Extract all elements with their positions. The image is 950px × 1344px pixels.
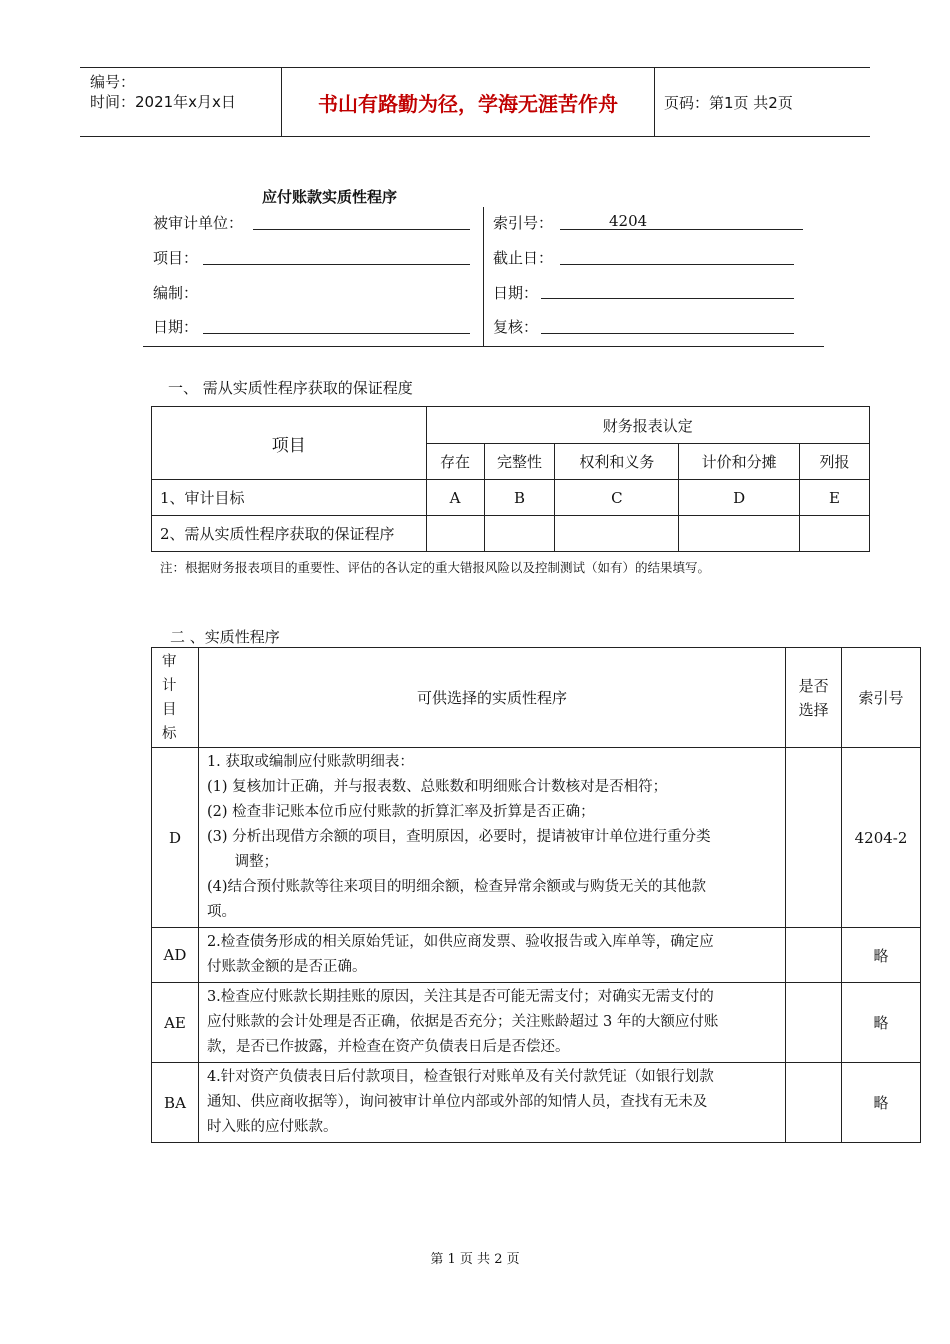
row-objective: BA	[152, 1063, 199, 1143]
row-selected-cell[interactable]	[786, 928, 842, 983]
row-selected-cell[interactable]	[786, 983, 842, 1063]
index-line	[560, 229, 803, 230]
col-group-header: 财务报表认定	[426, 407, 869, 444]
col-procedure-header: 可供选择的实质性程序	[198, 648, 785, 748]
time-label: 时间：2021年x月x日	[90, 93, 236, 111]
row-procedure: 2.检查债务形成的相关原始凭证，如供应商发票、验收报告或入库单等，确定应 付账款金额的是否正确。	[198, 928, 785, 983]
row-index: 略	[842, 983, 921, 1063]
row-objective: AD	[152, 928, 199, 983]
assurance-cell[interactable]	[679, 516, 800, 552]
row-procedure: 3.检查应付账款长期挂账的原因，关注其是否可能无需支付；对确实无需支付的 应付账款的会计处理是否正确，依据是否充分；关注账龄超过 3 年的大额应付账 款，是否已作披露，并检查在资产负债表日后是否偿还。	[198, 983, 785, 1063]
row-objective: D	[152, 748, 199, 928]
assurance-cell[interactable]	[484, 516, 555, 552]
project-line	[203, 264, 470, 265]
assertion-presentation: 列报	[800, 444, 870, 480]
procedure-table	[151, 647, 921, 1143]
row-selected-cell[interactable]	[786, 748, 842, 928]
col-index-header: 索引号	[842, 648, 921, 748]
header-meta	[80, 68, 282, 136]
col-item-header: 项目	[152, 407, 427, 480]
row-procedure: 4.针对资产负债表日后付款项目，检查银行对账单及有关付款凭证（如银行划款 通知、供应商收据等），询问被审计单位内部或外部的知情人员，查找有无未及 时入账的应付账款。	[198, 1063, 785, 1143]
row-assurance-procedure: 2、需从实质性程序获取的保证程序	[152, 516, 427, 552]
preparer-label: 编制：	[153, 284, 199, 302]
assertion-completeness: 完整性	[484, 444, 555, 480]
auditee-line	[253, 229, 470, 230]
info-divider	[483, 207, 484, 346]
assertion-valuation: 计价和分摊	[679, 444, 800, 480]
row-objective: AE	[152, 983, 199, 1063]
date-label-right: 日期：	[493, 284, 539, 302]
date-line-left	[203, 333, 470, 334]
cutoff-line	[560, 264, 794, 265]
objective-d: D	[679, 480, 800, 516]
page-footer: 第 1 页 共 2 页	[430, 1252, 520, 1267]
assurance-table	[151, 406, 870, 552]
objective-c: C	[555, 480, 679, 516]
table-row	[152, 748, 921, 928]
section1-heading: 一、 需从实质性程序获取的保证程度	[168, 379, 413, 397]
header-slogan: 书山有路勤为径，学海无涯苦作舟	[282, 68, 655, 136]
assurance-cell[interactable]	[426, 516, 484, 552]
project-label: 项目：	[153, 249, 199, 267]
assurance-cell[interactable]	[555, 516, 679, 552]
date-line-right	[541, 298, 794, 299]
section1-note: 注：根据财务报表项目的重要性、评估的各认定的重大错报风险以及控制测试（如有）的结果填写。	[160, 560, 711, 575]
row-audit-objective: 1、审计目标	[152, 480, 427, 516]
index-label: 索引号：	[493, 214, 554, 232]
table-row	[152, 928, 921, 983]
date-label-left: 日期：	[153, 318, 199, 336]
info-bottom-rule	[143, 346, 824, 347]
review-line	[541, 333, 794, 334]
document-header	[80, 67, 870, 137]
row-index: 4204-2	[842, 748, 921, 928]
assertion-rights: 权利和义务	[555, 444, 679, 480]
col-selected-header: 是否 选择	[786, 648, 842, 748]
col-objective-header: 审 计 目 标	[152, 648, 199, 748]
objective-a: A	[426, 480, 484, 516]
document-title: 应付账款实质性程序	[262, 188, 398, 206]
table-row	[152, 983, 921, 1063]
assertion-existence: 存在	[426, 444, 484, 480]
header-page-info: 页码：第1页 共2页	[664, 93, 793, 112]
row-procedure: 1. 获取或编制应付账款明细表： (1) 复核加计正确，并与报表数、总账数和明细账合计数核对是否相符； (2) 检查非记账本位币应付账款的折算汇率及折算是否正确； (3) 分析出现借方余额的项目，查明原因，必要时，提请被审计单位进行重分类 调整； (4)结合预付账款等往来项目的明细余额，检查异常余额或与购货无关的其他款 项。	[198, 748, 785, 928]
index-value: 4204	[609, 212, 648, 230]
assurance-cell[interactable]	[800, 516, 870, 552]
table-row	[152, 1063, 921, 1143]
row-index: 略	[842, 1063, 921, 1143]
row-index: 略	[842, 928, 921, 983]
objective-e: E	[800, 480, 870, 516]
review-label: 复核：	[493, 318, 539, 336]
section2-heading: 二 、实质性程序	[170, 628, 280, 646]
objective-b: B	[484, 480, 555, 516]
row-selected-cell[interactable]	[786, 1063, 842, 1143]
auditee-label: 被审计单位：	[153, 214, 244, 232]
cutoff-label: 截止日：	[493, 249, 554, 267]
number-label: 编号：	[90, 73, 136, 91]
